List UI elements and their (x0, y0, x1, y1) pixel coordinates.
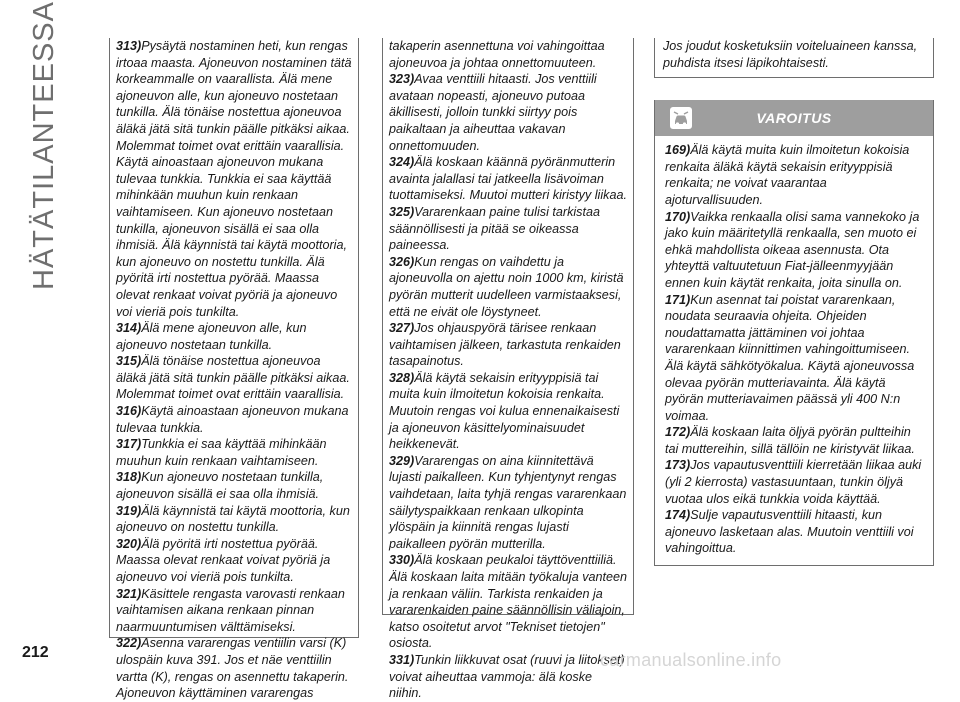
notes-column-3 (654, 38, 934, 566)
note-paragraph (116, 503, 353, 536)
note-paragraph (116, 635, 353, 701)
note-number: 314) (116, 321, 142, 336)
note-paragraph (116, 320, 353, 353)
note-text: Kun ajoneuvo nostetaan tunkilla, ajoneuvon sisällä ei saa olla ihmisiä. (116, 470, 324, 502)
note-text: Asenna vararengas ventiilin varsi (K) ulospäin kuva 391. Jos et näe venttiilin vartta (K), rengas on asennettu takaperin. Ajoneuvon käyttäminen vararengas (116, 636, 349, 701)
note-paragraph (116, 353, 353, 403)
note-text: Jos ohjauspyörä tärisee renkaan vaihtamisen jälkeen, tarkastuta renkaiden tasapainotus. (389, 321, 621, 369)
note-paragraph (665, 507, 927, 557)
note-paragraph (389, 652, 628, 702)
note-text: Kun asennat tai poistat vararenkaan, noudata seuraavia ohjeita. Ohjeiden noudattamatta jättäminen voi johtaa vararenkaan kiinnittimen vahingoittumiseen. Älä käytä sähkötyökalua. Käytä ajoneuvossa olevaa pyörän mutteriavainta. Älä käytä pyörän mutteriavaimen päässä yli 400 N:n voimaa. (665, 292, 915, 423)
note-text: takaperin asennettuna voi vahingoittaa ajoneuvoa ja johtaa onnettomuuteen. (389, 39, 605, 70)
note-text: Älä käytä sekaisin erityyppisiä tai muita kuin ilmoitetun kokoisia renkaita. Muutoin rengas voi kulua ennenaikaisesti ja ajoneuvon käsittelyominaisuudet heikkenevät. (389, 370, 620, 452)
note-paragraph (389, 320, 628, 370)
lubricant-note (654, 38, 934, 78)
note-number: 322) (116, 636, 142, 651)
note-text: Älä koskaan peukaloi täyttöventtiiliä. Älä koskaan laita mitään työkaluja vanteen ja renkaan väliin. Tarkista renkaiden ja vararenkaiden paine säännöllisin väliajoin, katso osoitetut arvot "Tekniset tietojen" osiosta. (389, 553, 628, 651)
note-paragraph (389, 38, 628, 71)
note-number: 331) (389, 652, 415, 667)
note-paragraph (665, 209, 927, 292)
note-text: Älä pyöritä irti nostettua pyörää. Maassa olevat renkaat voivat pyöriä ja ajoneuvo voi vieriä pois tunkilta. (116, 536, 331, 584)
note-paragraph (389, 154, 628, 204)
note-text: Älä tönäise nostettua ajoneuvoa äläkä jätä sitä tunkin päälle pitkäksi aikaa. Molemmat toimet ovat erittäin vaarallisia. (116, 354, 350, 402)
warning-box (654, 100, 934, 566)
note-text: Pysäytä nostaminen heti, kun rengas irtoaa maasta. Ajoneuvon nostaminen tätä korkeammalle on vaarallista. Älä mene ajoneuvon alle, kun ajoneuvo nostetaan tunkilla. Älä tönäise nostettua ajoneuvoa äläkä jätä sitä tunkin päälle pitkäksi aikaa. Molemmat toimet ovat erittäin vaarallisia. Käytä ainoastaan ajoneuvon mukana tulevaa tunkkia. Tunkkia ei saa käyttää mihinkään muuhun kuin renkaan vaihtamiseen. Kun ajoneuvo nostetaan tunkilla, ajoneuvon sisällä ei saa olla ihmisiä. Älä käynnistä tai käytä moottoria, kun ajoneuvo on nostettu tunkilla. Älä pyöritä irti nostettua pyörää. Maassa olevat renkaat voivat pyöriä ja ajoneuvo voi vieriä pois tunkilta. (116, 39, 352, 319)
note-text: Älä mene ajoneuvon alle, kun ajoneuvo nostetaan tunkilla. (116, 321, 307, 352)
note-number: 323) (389, 72, 415, 87)
note-number: 319) (116, 503, 142, 518)
note-text: Älä käynnistä tai käytä moottoria, kun ajoneuvo on nostettu tunkilla. (116, 503, 350, 535)
note-text: Kun rengas on vaihdettu ja ajoneuvolla on ajettu noin 1000 km, kiristä pyörän mutterit uudelleen varmistaaksesi, että ne eivät ole löystyneet. (389, 254, 624, 319)
notes-column-1 (109, 38, 359, 701)
warning-header (655, 100, 933, 136)
section-title-text: HÄTÄTILANTEESSA (27, 0, 60, 290)
note-paragraph (389, 254, 628, 320)
note-text: Älä käytä muita kuin ilmoitetun kokoisia renkaita äläkä käytä sekaisin erityyppisiä renkaita; ne voivat vaarantaa ajoturvallisuuden. (665, 143, 910, 207)
warning-body (655, 136, 933, 565)
note-number: 330) (389, 553, 415, 568)
note-paragraph (665, 457, 927, 507)
note-number: 324) (389, 155, 415, 170)
note-paragraph (389, 370, 628, 453)
notes-column-2 (382, 38, 634, 701)
note-number: 174) (665, 508, 691, 523)
car-warning-icon (669, 106, 693, 130)
note-text: Sulje vapautusventtiili hitaasti, kun ajoneuvo lasketaan alas. Muutoin venttiili voi vahingoittua. (665, 508, 914, 556)
note-number: 171) (665, 292, 691, 307)
note-paragraph (116, 403, 353, 436)
note-paragraph (665, 292, 927, 425)
note-paragraph (116, 536, 353, 586)
note-number: 320) (116, 536, 142, 551)
note-number: 313) (116, 39, 142, 53)
note-text: Vaikka renkaalla olisi sama vannekoko ja jako kuin määritetyllä renkaalla, sen muoto ei ehkä mahdollista oikeaa asennusta. Ota yhteyttä valtuutetuun Fiat-jälleenmyyjään ennen kuin käytät renkaita, joita sinulla on. (665, 209, 920, 290)
note-number: 169) (665, 143, 691, 158)
note-number: 328) (389, 370, 415, 385)
note-number: 321) (116, 586, 142, 601)
note-paragraph (116, 436, 353, 469)
warning-title: VAROITUS (756, 109, 832, 126)
note-number: 315) (116, 354, 142, 369)
note-paragraph (389, 204, 628, 254)
note-text: Vararenkaan paine tulisi tarkistaa säännöllisesti ja pitää se oikeassa paineessa. (389, 204, 600, 253)
note-text: Jos vapautusventtiili kierretään liikaa auki (yli 2 kierrosta) vastasuuntaan, tunkin öljyä vuotaa ulos eikä tunkkia voida käyttää. (665, 458, 922, 506)
watermark: carmanualsonline.info (600, 650, 782, 670)
note-paragraph (116, 469, 353, 502)
note-text: Avaa venttiili hitaasti. Jos venttiili avataan nopeasti, ajoneuvo putoaa äkillisesti, jolloin tunkki siirtyy pois paikaltaan ja aiheuttaa vakavan onnettomuuden. (389, 72, 597, 153)
note-text: Käsittele rengasta varovasti renkaan vaihtamisen aikana renkaan pinnan naarmuuntumisen välttämiseksi. (116, 586, 345, 634)
note-text: Älä koskaan laita öljyä pyörän pultteihin tai muttereihin, sillä tällöin ne kiristyvät liikaa. (665, 425, 915, 456)
note-text: Käytä ainoastaan ajoneuvon mukana tulevaa tunkkia. (116, 404, 349, 435)
note-number: 325) (389, 204, 415, 219)
note-text: Vararengas on aina kiinnitettävä lujasti paikalleen. Kun tyhjentynyt rengas vaihdetaan, laita tyhjä rengas vararenkaan säilytyspaikkaan renkaan ulkopinta ylöspäin ja kiinnitä rengas lujasti paikalleen pyörän mutterilla. (389, 453, 627, 551)
note-number: 170) (665, 209, 691, 224)
note-text: Tunkkia ei saa käyttää mihinkään muuhun kuin renkaan vaihtamiseen. (116, 437, 327, 468)
note-paragraph (389, 453, 628, 553)
section-title (4, 0, 84, 290)
note-paragraph (116, 586, 353, 636)
note-number: 329) (389, 453, 415, 468)
note-paragraph (389, 71, 628, 154)
note-number: 318) (116, 470, 142, 485)
note-text: Tunkin liikkuvat osat (ruuvi ja liitokset) voivat aiheuttaa vammoja: älä koske niihin. (389, 652, 625, 701)
note-number: 316) (116, 404, 142, 419)
note-number: 173) (665, 458, 691, 473)
note-paragraph (665, 142, 927, 208)
note-text: Älä koskaan käännä pyöränmutterin avainta jalallasi tai jatkeella lisävoiman tuottamiseksi. Muutoi mutteri kiristyy liikaa. (389, 155, 627, 203)
note-paragraph (665, 424, 927, 457)
note-number: 326) (389, 254, 415, 269)
lubricant-note-text: Jos joudut kosketuksiin voiteluaineen kanssa, puhdista itsesi läpikohtaisesti. (663, 39, 918, 70)
note-paragraph (389, 552, 628, 652)
page-number: 212 (22, 644, 49, 661)
note-paragraph (116, 38, 353, 320)
note-number: 172) (665, 425, 691, 440)
note-number: 317) (116, 437, 142, 452)
note-number: 327) (389, 321, 415, 336)
